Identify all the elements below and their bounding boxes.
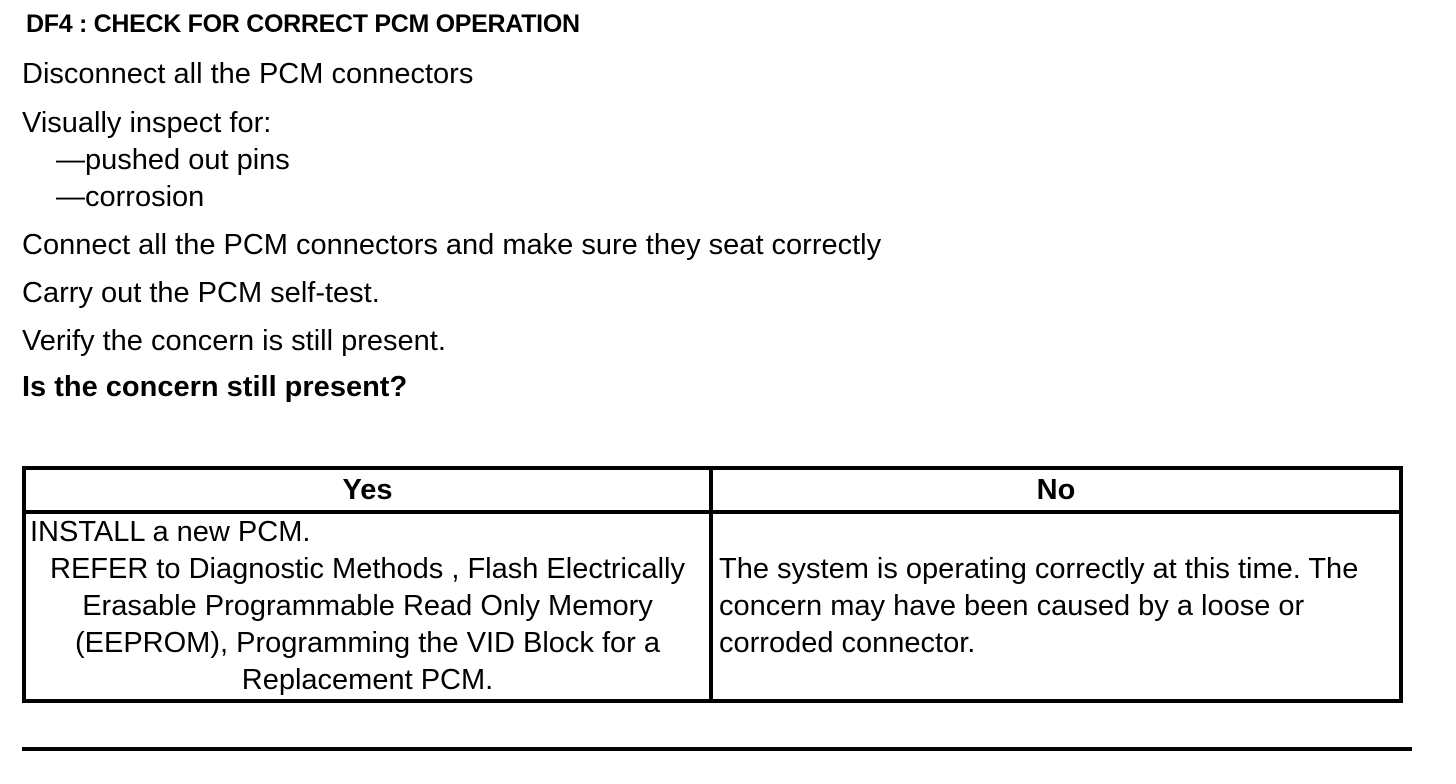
bottom-divider <box>22 747 1412 751</box>
step-verify-concern: Verify the concern is still present. <box>22 325 446 357</box>
yes-cell <box>24 512 711 701</box>
step-visual-inspect: Visually inspect for: <box>22 107 272 139</box>
yes-reference: REFER to Diagnostic Methods , Flash Electrically Erasable Programmable Read Only Memory (EEPROM), Programming the VID Block for a Replacement PCM. <box>50 553 685 696</box>
step-disconnect-connectors: Disconnect all the PCM connectors <box>22 58 474 90</box>
yes-header: Yes <box>24 468 711 512</box>
inspect-item-corrosion: —corrosion <box>56 181 205 213</box>
table-row <box>24 512 1401 701</box>
no-header: No <box>711 468 1401 512</box>
yes-no-table <box>22 466 1403 703</box>
no-result-text: The system is operating correctly at this time. The concern may have been caused by a loose or corroded connector. <box>719 553 1359 659</box>
step-self-test: Carry out the PCM self-test. <box>22 277 380 309</box>
inspect-item-pushed-out-pins: —pushed out pins <box>56 144 290 176</box>
no-cell <box>711 512 1401 701</box>
step-connect-connectors: Connect all the PCM connectors and make sure they seat correctly <box>22 229 882 261</box>
section-heading: DF4 : CHECK FOR CORRECT PCM OPERATION <box>26 10 580 38</box>
yes-action: INSTALL a new PCM. <box>30 516 311 548</box>
question-concern-present: Is the concern still present? <box>22 371 408 403</box>
table-header-row <box>24 468 1401 512</box>
